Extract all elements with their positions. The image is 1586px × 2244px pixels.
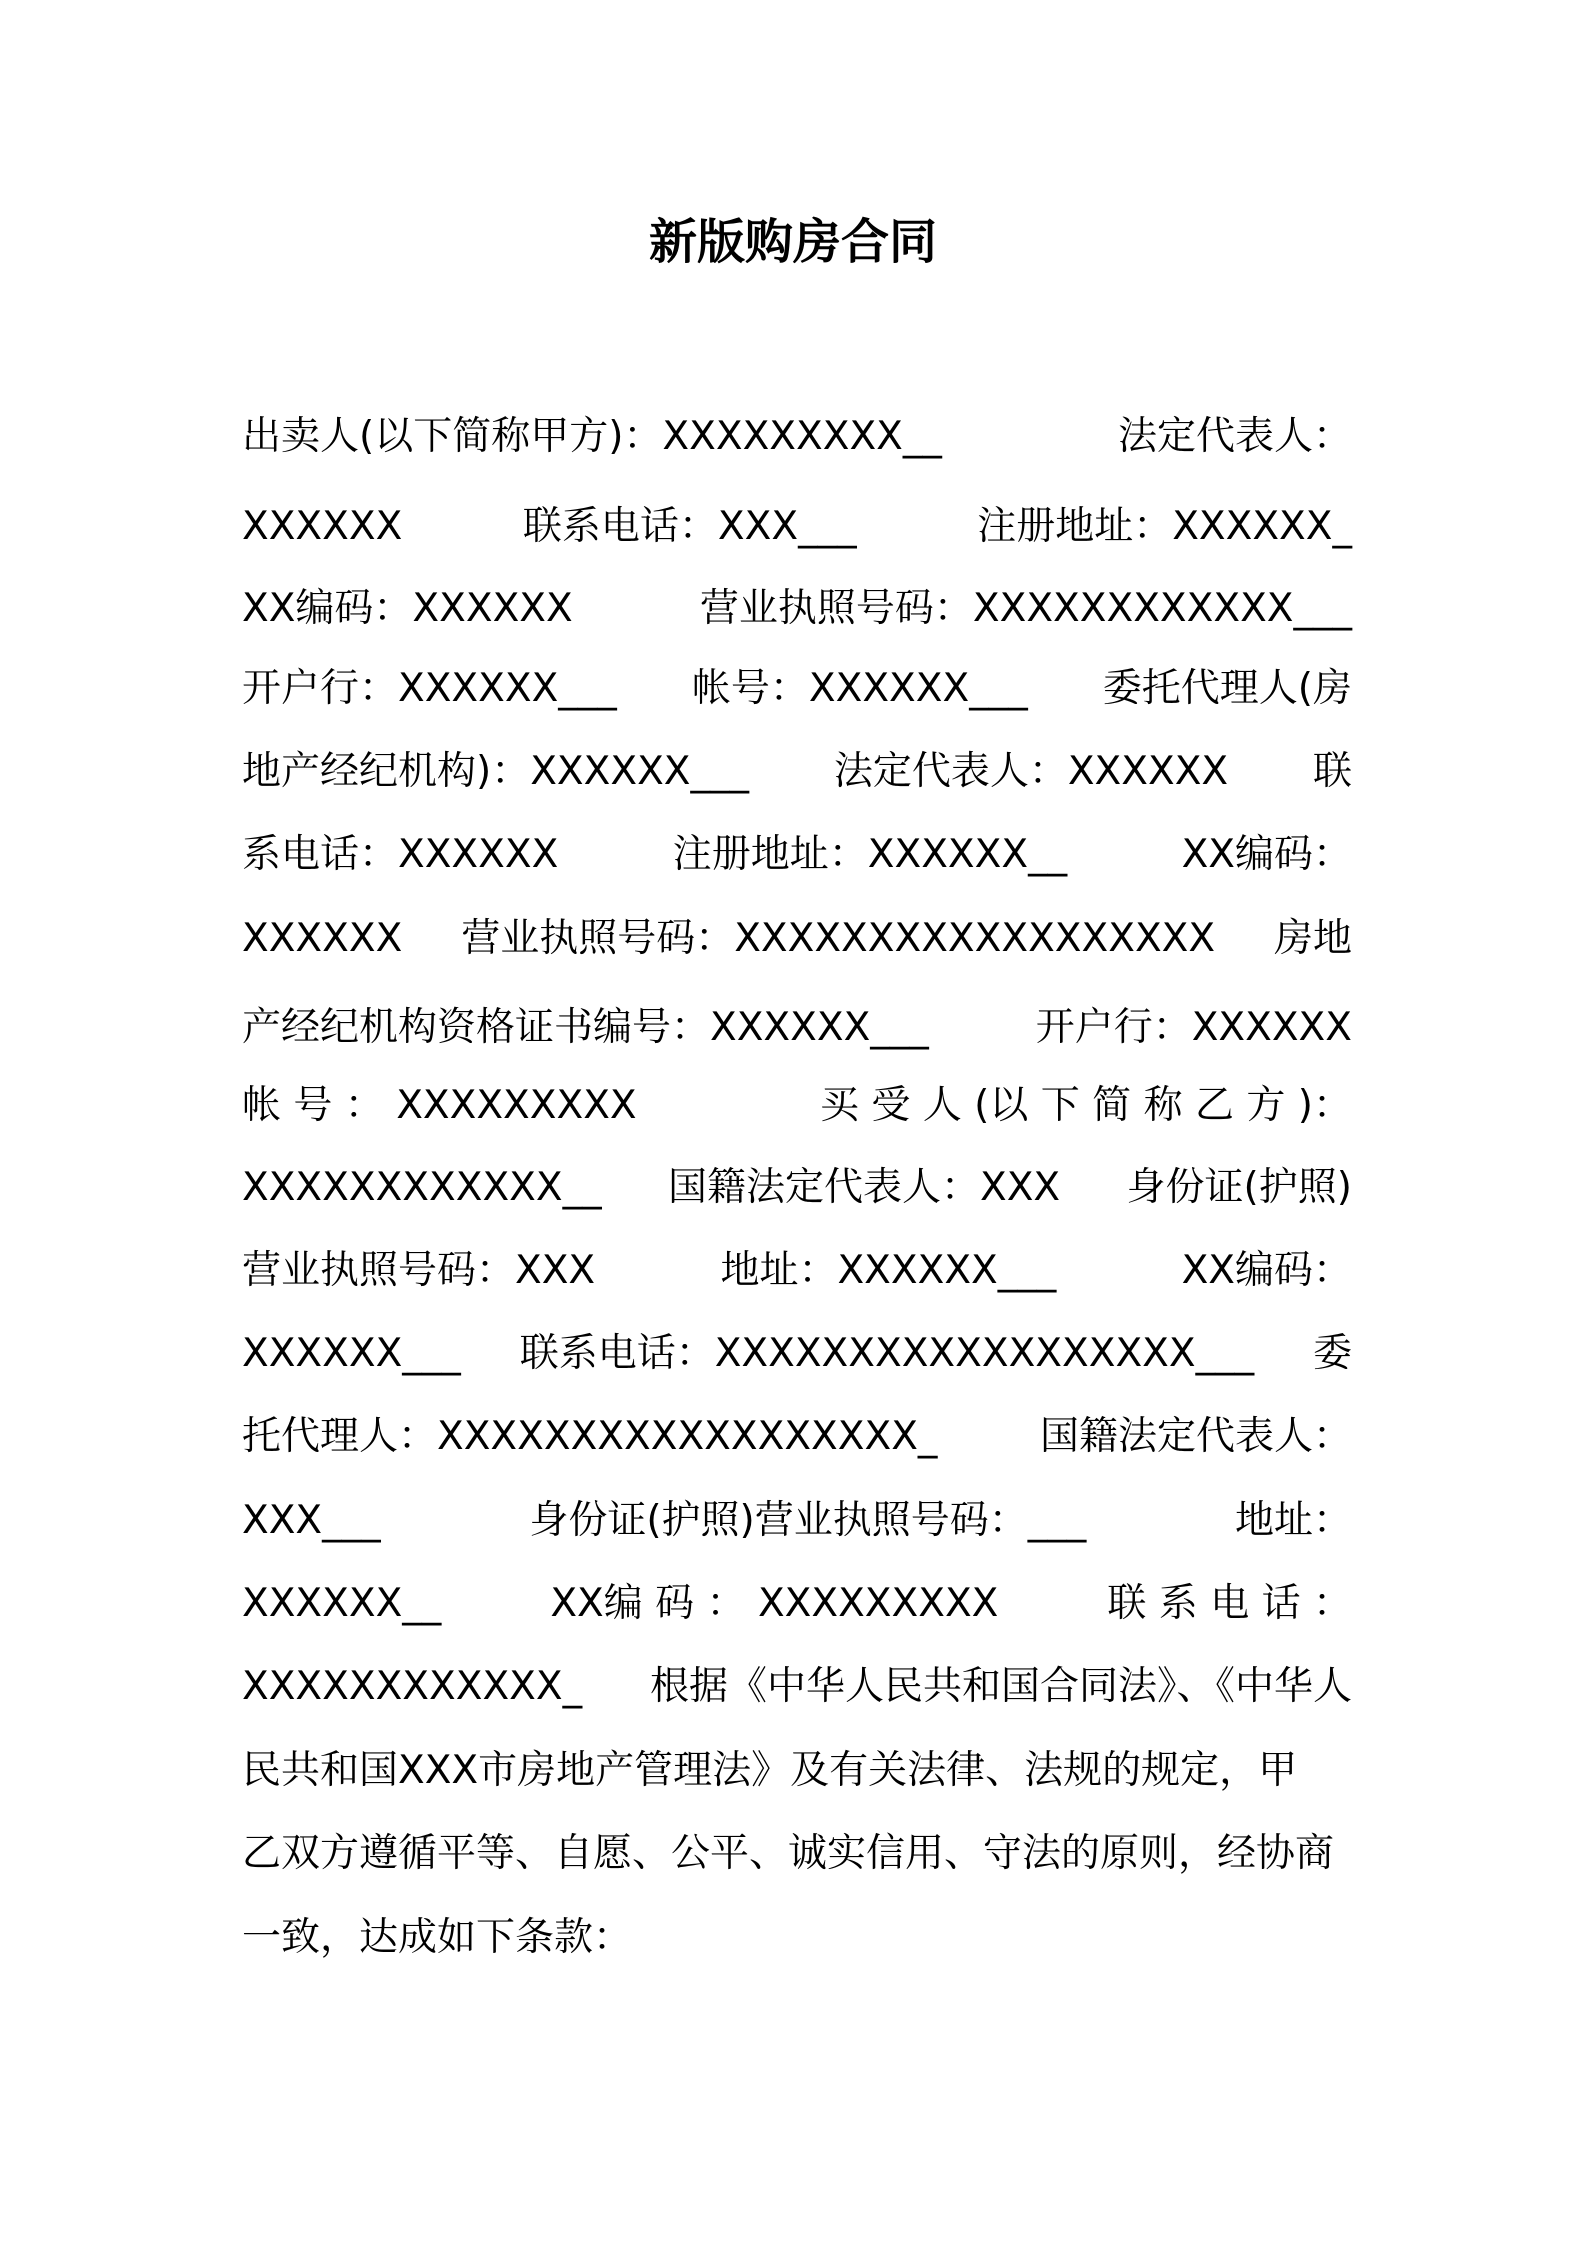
body-line — [242, 1910, 1352, 1966]
line-text: 帐 号 ： XXXXXXXXX — [242, 1083, 637, 1128]
body-line — [242, 1576, 1352, 1632]
line-text: 买 受 人 (以 下 简 称 乙 方 )： — [819, 1083, 1352, 1128]
body-line — [242, 1743, 1352, 1799]
body-line — [242, 827, 1352, 883]
line-text: 联 系 电 话 ： — [1107, 1581, 1352, 1626]
line-text: 开户行：XXXXXX — [1035, 1005, 1352, 1050]
line-text: 营业执照号码：XXX — [242, 1248, 596, 1293]
line-text: 房地 — [1273, 916, 1352, 961]
body-line — [242, 499, 1352, 555]
line-text: 联系电话：XXX___ — [522, 504, 857, 549]
line-text: 地址： — [1234, 1498, 1352, 1543]
line-text: 法定代表人： — [1117, 414, 1352, 459]
line-text: 出卖人(以下简称甲方)：XXXXXXXXX__ — [242, 414, 942, 459]
line-text: 国籍法定代表人： — [1039, 1414, 1352, 1459]
body-line — [242, 1078, 1352, 1134]
body-line — [242, 1659, 1352, 1715]
line-text: 营业执照号码：XXXXXXXXXXXXXXXXXX — [461, 916, 1216, 961]
line-text: 联系电话：XXXXXXXXXXXXXXXXXX___ — [519, 1331, 1255, 1376]
line-text: 法定代表人：XXXXXX — [833, 749, 1229, 794]
body-line — [242, 1493, 1352, 1549]
line-text: XX编 码 ： XXXXXXXXX — [550, 1581, 999, 1626]
line-text: XXXXXX___ — [242, 1331, 461, 1376]
line-text: 营业执照号码：XXXXXXXXXXXX___ — [699, 586, 1352, 631]
line-text: 产经纪机构资格证书编号：XXXXXX___ — [242, 1005, 929, 1050]
line-text: 托代理人：XXXXXXXXXXXXXXXXXX_ — [242, 1414, 938, 1459]
body-line — [242, 1243, 1352, 1299]
body-line — [242, 661, 1352, 717]
line-text: XXXXXX — [242, 916, 403, 961]
body-line — [242, 1826, 1352, 1882]
line-text: XXXXXXXXXXXX_ — [242, 1664, 583, 1709]
body-line — [242, 744, 1352, 800]
line-text: XXXXXXXXXXXX__ — [242, 1165, 602, 1210]
line-text: XX编码：XXXXXX — [242, 586, 573, 631]
body-line — [242, 1326, 1352, 1382]
line-text: XX编码： — [1181, 1248, 1352, 1293]
line-text: XX编码： — [1181, 832, 1352, 877]
line-text: 注册地址：XXXXXX_ — [977, 504, 1352, 549]
line-text: 身份证(护照)营业执照号码：___ — [529, 1498, 1087, 1543]
line-text: 乙双方遵循平等、自愿、公平、诚实信用、守法的原则，经协商 — [242, 1831, 1335, 1876]
body-line — [242, 911, 1352, 967]
line-text: 注册地址：XXXXXX__ — [672, 832, 1068, 877]
line-text: 根据《中华人民共和国合同法》、《中华人 — [649, 1664, 1352, 1709]
line-text: 开户行：XXXXXX___ — [242, 666, 617, 711]
line-text: 地址：XXXXXX___ — [720, 1248, 1057, 1293]
body-line — [242, 1000, 1352, 1056]
line-text: 地产经纪机构)：XXXXXX___ — [242, 749, 750, 794]
body-line — [242, 1409, 1352, 1465]
body-line — [242, 409, 1352, 465]
line-text: 帐号：XXXXXX___ — [691, 666, 1028, 711]
document-title: 新版购房合同 — [648, 214, 937, 270]
body-line — [242, 1160, 1352, 1216]
line-text: 委 — [1312, 1331, 1352, 1376]
line-text: 民共和国XXX市房地产管理法》及有关法律、法规的规定，甲 — [242, 1748, 1298, 1793]
line-text: 委托代理人(房 — [1102, 666, 1352, 711]
line-text: 系电话：XXXXXX — [242, 832, 559, 877]
line-text: 联 — [1312, 749, 1352, 794]
line-text: XXXXXX — [242, 504, 403, 549]
line-text: XXX___ — [242, 1498, 381, 1543]
body-line — [242, 581, 1352, 637]
line-text: 国籍法定代表人：XXX — [668, 1165, 1061, 1210]
line-text: XXXXXX__ — [242, 1581, 442, 1626]
line-text: 一致，达成如下条款： — [242, 1915, 633, 1960]
line-text: 身份证(护照) — [1126, 1165, 1352, 1210]
